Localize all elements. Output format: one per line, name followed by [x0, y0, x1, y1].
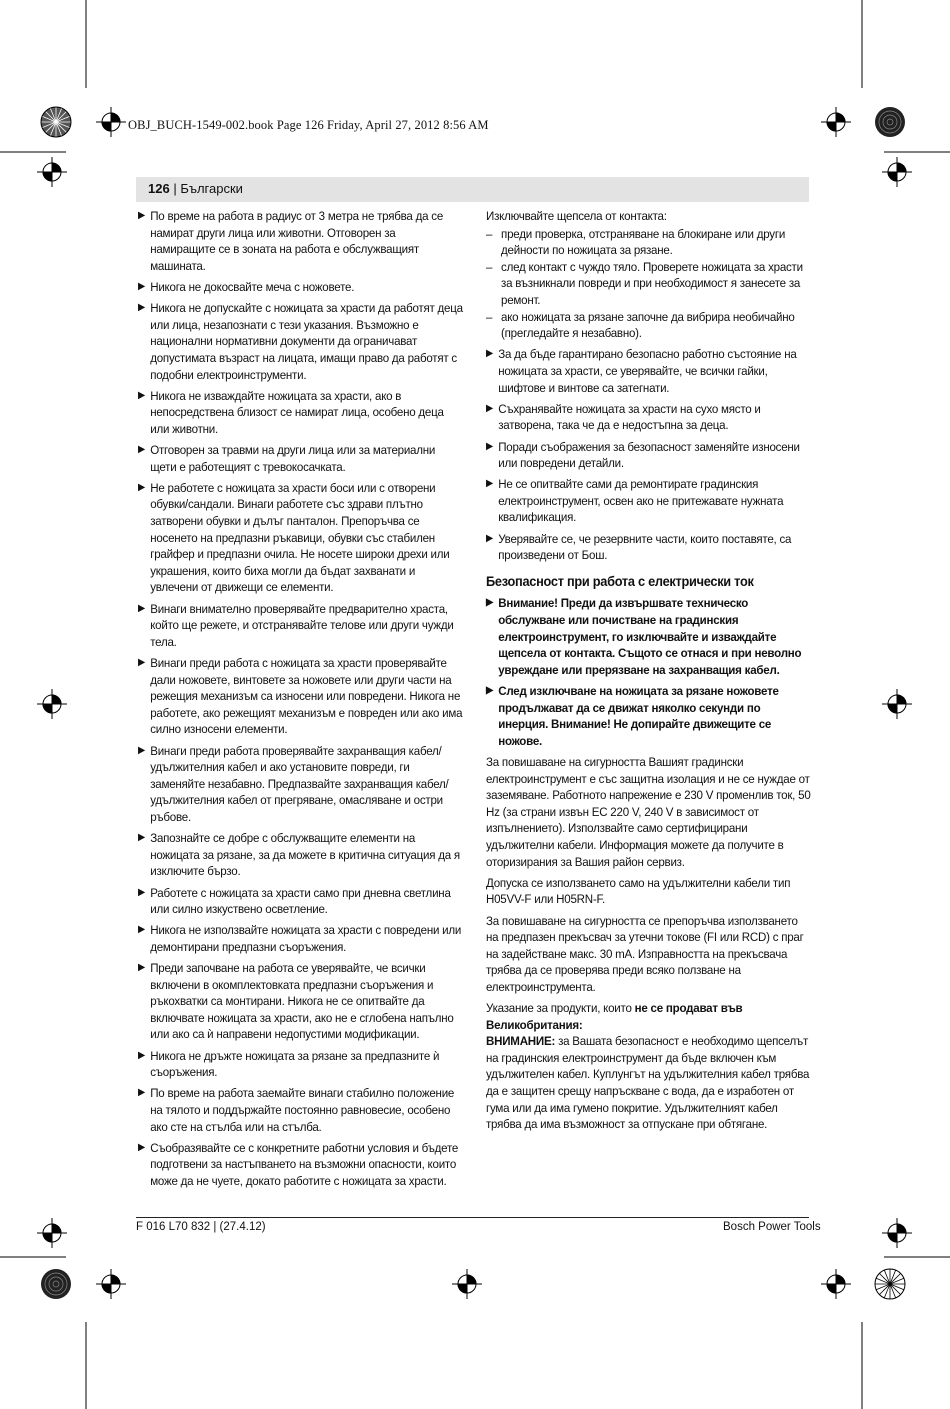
bullet-item: [138, 208, 463, 274]
bullet-item: [138, 480, 463, 596]
footer-doc-number: F 016 L70 832 | (27.4.12): [136, 1221, 266, 1233]
section-heading: Безопасност при работа с електрически ток: [486, 573, 754, 589]
bullet-text: Не се опитвайте сами да ремонтирате градинския електроинструмент, освен ако не притежавате нужната квалификация.: [498, 477, 784, 525]
warning-bullet: [486, 595, 811, 678]
note-bold: не се продават във Великобритания:: [486, 1001, 743, 1032]
dash-item: [486, 259, 811, 309]
bullet-text: Запознайте се добре с обслужващите елементи на ножицата за рязане, за да можете в критична ситуация да я изключите бързо.: [150, 831, 460, 879]
star-target-bottom-left: [41, 1269, 71, 1299]
bullet-arrow-icon: ▶: [486, 597, 494, 609]
bullet-text: Никога не допускайте с ножицата за храсти да работят деца или лица, незапознати с тези указания. Възможно е национални нормативни документи да ограничават допустимата възраст на лицата, имащи право да работят с подобни електроинструменти.: [150, 301, 463, 382]
bullet-item: [138, 922, 463, 955]
bullet-text: Никога не докосвайте меча с ножовете.: [150, 279, 355, 294]
bullet-item: [486, 346, 811, 396]
registration-target-bottom-center: [452, 1269, 482, 1299]
bullet-text: Никога не изваждайте ножицата за храсти, ако в непосредствена близост се намират лица, особено деца или животни.: [150, 388, 444, 436]
registration-target-top-left: [96, 107, 126, 137]
header-language: Български: [180, 181, 243, 196]
bullet-text: Винаги внимателно проверявайте предварително храста, който ще режете, и отстранявайте телове или други чужди тела.: [150, 601, 454, 649]
dash-marker: –: [486, 309, 493, 324]
book-file-line: OBJ_BUCH-1549-002.book Page 126 Friday, April 27, 2012 8:56 AM: [128, 118, 489, 132]
uk-note: [486, 1000, 811, 1033]
bullet-text: Уверявайте се, че резервните части, които поставяте, са произведени от Бош.: [498, 531, 792, 563]
dash-text: ако ножицата за рязане започне да вибрира необичайно (прегледайте я незабавно).: [501, 309, 795, 341]
bullet-arrow-icon: ▶: [138, 1049, 146, 1061]
bullet-text: По време на работа заемайте винаги стабилно положение на тялото и поддържайте постоянно равновесие, особено ако сте на стълба или на стълба.: [150, 1086, 455, 1134]
bullet-arrow-icon: ▶: [138, 962, 146, 974]
warning-paragraph: [486, 1033, 811, 1133]
warning-bullet: [486, 683, 811, 749]
dash-item: [486, 226, 811, 259]
bullet-text: Поради съображения за безопасност заменяйте износени или повредени детайли.: [498, 439, 800, 471]
bullet-arrow-icon: ▶: [138, 280, 146, 292]
bullet-item: [138, 279, 463, 296]
bullet-text: Преди започване на работа се уверявайте, че всички включени в окомплектовката предпазни съоръжения и ръкохватки са монтирани. Никога не се опитвайте да включвате ножицата за храсти, ако не е сглобена напълно или ако са ѝ направени недопустими модификации.: [150, 961, 454, 1042]
bullet-arrow-icon: ▶: [486, 402, 494, 414]
bullet-text: Отговорен за травми на други лица или за материални щети е работещият с тревокосачката.: [150, 443, 436, 474]
bullet-arrow-icon: ▶: [138, 1141, 146, 1153]
bullet-item: [138, 442, 463, 475]
bullet-item: [138, 300, 463, 383]
registration-target-left-upper: [37, 157, 67, 187]
bullet-arrow-icon: ▶: [138, 481, 146, 493]
paragraph: За повишаване на сигурността Вашият градински електроинструмент е със защитна изолация и не се нуждае от заземяване. Работното напрежение е 230 V променлив ток, 50 Hz (за страни извън ЕС 220 V, 240 V в зависимост от изпълнението). Използвайте само сертифицирани удължителни кабели. Информация можете да получите в оторизирания за Вашия район сервиз.: [486, 754, 811, 869]
bullet-item: [138, 885, 463, 918]
registration-target-left-lower: [37, 1218, 67, 1248]
bullet-text: Съобразявайте се с конкретните работни условия и бъдете подготвени за настъпването на възможни опасности, които може да не чуете, докато работите с ножицата за храсти.: [150, 1140, 459, 1188]
footer-rule: [136, 1217, 809, 1218]
registration-target-bottom-right: [821, 1269, 851, 1299]
bullet-arrow-icon: ▶: [138, 389, 146, 401]
star-target-top-left: [41, 107, 71, 137]
footer-brand: Bosch Power Tools: [723, 1221, 821, 1233]
warning-text: за Вашата безопасност е необходимо щепселът на градинския електроинструмент да бъде включен към удължителен кабел. Куплунгът на удължителния кабел трябва да е защитен срещу напръскване с вода, да е изработен от гума или да има гумено покритие. Удължителният кабел трябва да има възможност за отпускане при обтягане.: [486, 1034, 810, 1132]
warning-label: ВНИМАНИЕ:: [486, 1034, 556, 1049]
bullet-arrow-icon: ▶: [138, 657, 146, 668]
header-separator: |: [169, 181, 181, 196]
bullet-item: [486, 401, 811, 434]
bullet-item: [486, 531, 811, 564]
registration-target-top-right: [821, 107, 851, 137]
bullet-item: [138, 1140, 463, 1190]
bullet-item: [138, 1085, 463, 1135]
bullet-text: Винаги преди работа проверявайте захранващия кабел/удължителния кабел и ако установите повреди, ги заменяйте незабавно. Предпазвайте захранващия кабел/удължителния кабел от прегряване, омасляване и остри ръбове.: [150, 743, 449, 824]
bullet-arrow-icon: ▶: [486, 685, 494, 696]
bullet-item: [486, 439, 811, 472]
bullet-arrow-icon: ▶: [138, 444, 146, 456]
bullet-item: [138, 743, 463, 826]
bullet-text: Внимание! Преди да извършвате техническо обслужване или почистване на градинския електроинструмент, го изключвайте и изваждайте щепсела от контакта. Същото се отнася и при неволно увреждане или прерязване на захранващия кабел.: [498, 596, 802, 677]
running-header: [148, 181, 243, 196]
bullet-arrow-icon: ▶: [138, 302, 146, 314]
bullet-item: [138, 601, 463, 651]
bullet-text: Винаги преди работа с ножицата за храсти проверявайте дали ножовете, винтовете за ножовете или други части на режещия механизъм са износени или повредени. Никога не работете, ако режещият механизъм е повреден или ако има силно износени елементи.: [150, 656, 463, 737]
bullet-arrow-icon: ▶: [138, 886, 146, 898]
bullet-text: Съхранявайте ножицата за храсти на сухо място и затворена, така че да е недостъпна за деца.: [498, 401, 761, 433]
paragraph: Допуска се използването само на удължителни кабели тип H05VV-F или H05RN-F.: [486, 875, 791, 907]
dash-text: след контакт с чуждо тяло. Проверете ножицата за храсти за възникнали повреди и при необходимост я занесете за ремонт.: [501, 259, 803, 307]
dash-text: преди проверка, отстраняване на блокиране или други дейности по ножицата за рязане.: [501, 226, 786, 258]
bullet-text: Не работете с ножицата за храсти боси или с отворени обувки/сандали. Винаги работете със здрави плътно затворени обувки и дълъг панталон. Препоръчва се носенето на предпазни ръкавици, обувки със стабилен грайфер и предпазни очила. Не носете широки дрехи или украшения, които биха могли да бъдат захванати и увлечени от движещи се елементи.: [150, 480, 450, 595]
left-column: [138, 208, 463, 1194]
star-target-top-right: [875, 107, 905, 137]
bullet-text: Никога не дръжте ножицата за рязане за предпазните ѝ съоръжения.: [150, 1048, 440, 1080]
bullet-arrow-icon: ▶: [486, 348, 494, 360]
dash-item: [486, 309, 811, 342]
bullet-text: За да бъде гарантирано безопасно работно състояние на ножицата за храсти, се уверявайте, че всички гайки, шифтове и винтове са затегнати.: [498, 347, 797, 395]
bullet-item: [138, 388, 463, 438]
bullet-arrow-icon: ▶: [138, 1087, 146, 1099]
registration-target-right-middle: [882, 689, 912, 719]
bullet-text: Работете с ножицата за храсти само при дневна светлина или силно изкуствено осветление.: [150, 885, 451, 917]
bullet-item: [138, 655, 463, 738]
bullet-item: [486, 476, 811, 526]
registration-target-right-upper: [882, 157, 912, 187]
paragraph: За повишаване на сигурността се препоръчва използването на предпазен прекъсвач за утечни токове (FI или RCD) с праг на задействане макс. 30 mA. Изправността на прекъсвача трябва да се проверява преди всяко ползване на електроинструмента.: [486, 913, 804, 994]
unplug-intro: Изключвайте щепсела от контакта:: [486, 209, 667, 223]
bullet-arrow-icon: ▶: [138, 832, 146, 844]
bullet-arrow-icon: ▶: [138, 744, 146, 756]
bullet-item: [138, 830, 463, 880]
dash-marker: –: [486, 259, 493, 274]
bullet-arrow-icon: ▶: [138, 924, 146, 936]
bullet-text: След изключване на ножицата за рязане ножовете продължават да се движат няколко секунди по инерция. Внимание! Не допирайте движещите се ножове.: [498, 684, 779, 748]
registration-target-bottom-left: [96, 1269, 126, 1299]
star-target-bottom-right: [875, 1269, 905, 1299]
bullet-arrow-icon: ▶: [138, 210, 146, 221]
right-column: [486, 208, 811, 1137]
registration-target-left-middle: [37, 689, 67, 719]
bullet-arrow-icon: ▶: [486, 478, 494, 490]
page-number: 126: [148, 181, 170, 196]
dash-marker: –: [486, 226, 493, 241]
bullet-arrow-icon: ▶: [486, 440, 494, 452]
bullet-item: [138, 960, 463, 1043]
registration-target-right-lower: [882, 1218, 912, 1248]
bullet-text: По време на работа в радиус от 3 метра не трябва да се намират други лица или животни. Отговорен за намиращите се в зоната на работа е обслужващият машината.: [150, 209, 444, 273]
bullet-text: Никога не използвайте ножицата за храсти с повредени или демонтирани предпазни съоръжения.: [150, 923, 462, 954]
bullet-arrow-icon: ▶: [486, 532, 494, 544]
bullet-arrow-icon: ▶: [138, 602, 146, 614]
note-prefix: Указание за продукти, които: [486, 1001, 635, 1016]
bullet-item: [138, 1048, 463, 1081]
